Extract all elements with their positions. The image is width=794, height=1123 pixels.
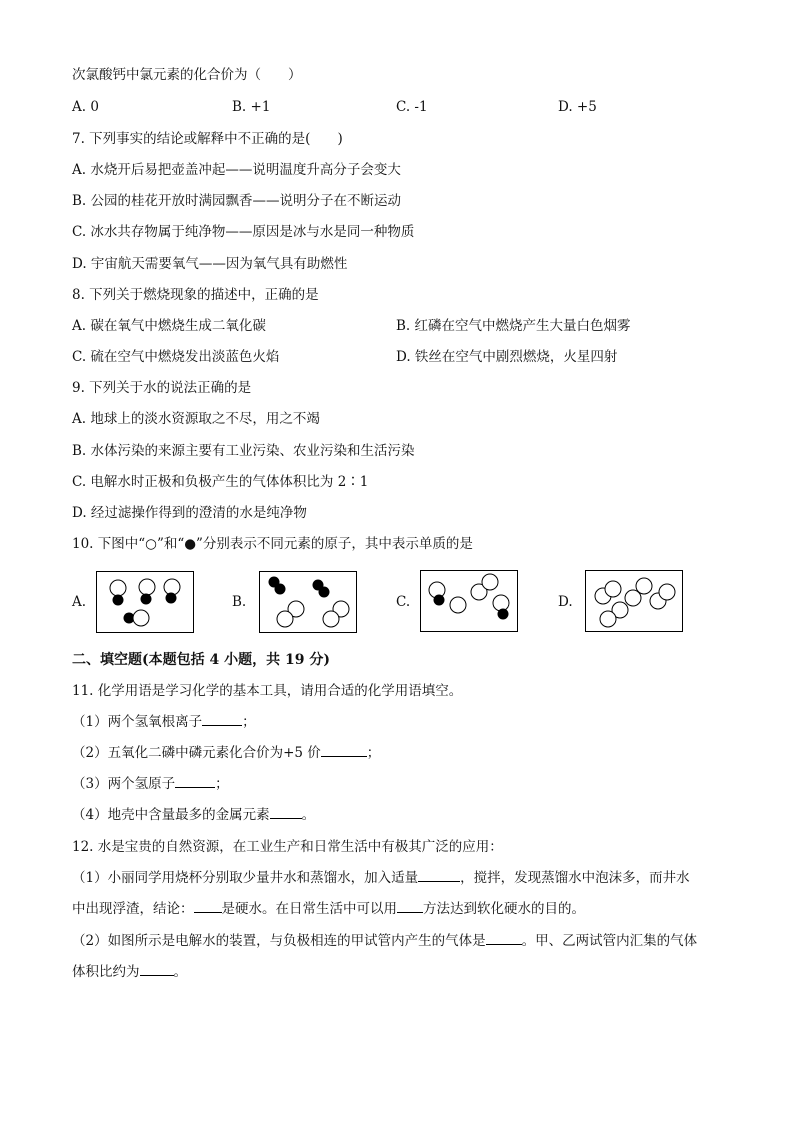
q12-part1-text-d: 是硬水。在日常生活中可以用: [221, 901, 397, 917]
atom-black: [319, 587, 330, 598]
answer-blank[interactable]: [140, 963, 174, 976]
atom-white: [277, 611, 293, 627]
q6-option-a: A. 0: [72, 99, 99, 115]
q12-part2-text-d: 。: [173, 964, 187, 980]
q11-item-1: [72, 713, 256, 731]
q8-option-d: D. 铁丝在空气中剧烈燃烧，火星四射: [396, 349, 618, 365]
answer-blank[interactable]: [175, 775, 215, 788]
q8-option-b: B. 红磷在空气中燃烧产生大量白色烟雾: [396, 318, 631, 334]
atom-white: [659, 584, 675, 600]
atom-black: [141, 594, 152, 605]
q12-part2-line1: [72, 932, 697, 950]
q11-item-4-suffix: 。: [301, 807, 316, 823]
section-2-title: 二、填空题(本题包括 4 小题，共 19 分): [72, 652, 330, 668]
atom-white: [110, 580, 126, 596]
atom-white: [636, 578, 652, 594]
q10-label-a: A.: [72, 594, 87, 610]
atom-black: [498, 609, 509, 620]
q6-option-d: D. +5: [558, 99, 597, 115]
q7-option-a: A. 水烧开后易把壶盖冲起——说明温度升高分子会变大: [72, 162, 401, 178]
q12-part1-line1: [72, 869, 690, 887]
q12-part2-text-c: 体积比约为: [72, 964, 140, 980]
answer-blank[interactable]: [270, 806, 302, 819]
diagram-d: [585, 570, 683, 632]
q11-item-4-text: （4）地壳中含量最多的金属元素: [72, 807, 270, 823]
diagram-b-svg: [260, 572, 358, 634]
q12-part2-line2: [72, 963, 187, 981]
answer-blank[interactable]: [418, 869, 460, 882]
atom-white: [323, 611, 339, 627]
diagram-c-svg: [421, 571, 519, 633]
q11-item-1-text: （1）两个氢氧根离子: [72, 714, 203, 730]
q11-item-2-suffix: ；: [366, 745, 381, 761]
q7-option-d: D. 宇宙航天需要氧气——因为氧气具有助燃性: [72, 256, 348, 272]
atom-black: [166, 593, 177, 604]
answer-blank[interactable]: [321, 744, 367, 757]
q9-option-a: A. 地球上的淡水资源取之不尽，用之不竭: [72, 411, 320, 427]
q11-item-4: [72, 806, 315, 824]
q10-label-d: D.: [558, 594, 573, 610]
q8-option-a: A. 碳在氧气中燃烧生成二氧化碳: [72, 318, 266, 334]
answer-blank[interactable]: [486, 932, 522, 945]
q7-option-b: B. 公园的桂花开放时满园飘香——说明分子在不断运动: [72, 193, 402, 209]
q7-stem: 7. 下列事实的结论或解释中不正确的是( ): [72, 131, 343, 147]
q10-label-b: B.: [232, 594, 247, 610]
atom-black: [434, 595, 445, 606]
atom-white: [482, 574, 498, 590]
q9-stem: 9. 下列关于水的说法正确的是: [72, 380, 252, 396]
atom-white: [450, 597, 466, 613]
diagram-c: [420, 570, 518, 632]
q11-item-3: [72, 775, 229, 793]
answer-blank[interactable]: [397, 900, 423, 913]
q9-option-d: D. 经过滤操作得到的澄清的水是纯净物: [72, 505, 307, 521]
q11-stem: 11. 化学用语是学习化学的基本工具，请用合适的化学用语填空。: [72, 683, 463, 699]
diagram-b: [259, 571, 357, 633]
atom-white: [133, 610, 149, 626]
q12-part1-text-c: 中出现浮渣，结论：: [72, 901, 194, 917]
q12-stem: 12. 水是宝贵的自然资源，在工业生产和日常生活中有极其广泛的应用：: [72, 839, 503, 855]
q6-option-b: B. +1: [232, 99, 271, 115]
atom-white: [139, 579, 155, 595]
q12-part2-text-b: 。甲、乙两试管内汇集的气体: [521, 933, 698, 949]
q11-item-3-suffix: ；: [215, 776, 229, 792]
q11-item-2: [72, 744, 380, 762]
q12-part1-text-a: （1）小丽同学用烧杯分别取少量井水和蒸馏水，加入适量: [72, 870, 419, 886]
q6-stem: 次氯酸钙中氯元素的化合价为（ ）: [72, 67, 302, 83]
atom-black: [275, 584, 286, 595]
atom-white: [600, 611, 616, 627]
atom-white: [493, 595, 509, 611]
q6-option-c: C. -1: [396, 99, 428, 115]
q11-item-2-text: （2）五氧化二磷中磷元素化合价为+5 价: [72, 745, 321, 761]
q12-part1-line2: [72, 900, 585, 918]
q9-option-c: C. 电解水时正极和负极产生的气体体积比为 2∶1: [72, 474, 369, 490]
q8-option-c: C. 硫在空气中燃烧发出淡蓝色火焰: [72, 349, 280, 365]
q10-label-c: C.: [396, 594, 411, 610]
q8-stem: 8. 下列关于燃烧现象的描述中，正确的是: [72, 287, 319, 303]
q12-part1-text-e: 方法达到软化硬水的目的。: [423, 901, 585, 917]
diagram-d-svg: [586, 571, 684, 633]
q9-option-b: B. 水体污染的来源主要有工业污染、农业污染和生活污染: [72, 443, 415, 459]
q12-part1-text-b: ，搅拌，发现蒸馏水中泡沫多，而井水: [460, 870, 690, 886]
q12-part2-text-a: （2）如图所示是电解水的装置，与负极相连的甲试管内产生的气体是: [72, 933, 486, 949]
diagram-a: [96, 571, 194, 633]
q11-item-1-suffix: ；: [242, 714, 256, 730]
diagram-a-svg: [97, 572, 195, 634]
atom-white: [605, 581, 621, 597]
answer-blank[interactable]: [194, 900, 222, 913]
q10-stem: 10. 下图中“○”和“●”分别表示不同元素的原子，其中表示单质的是: [72, 536, 473, 552]
q11-item-3-text: （3）两个氢原子: [72, 776, 176, 792]
atom-black: [113, 595, 124, 606]
q7-option-c: C. 冰水共存物属于纯净物——原因是冰与水是同一种物质: [72, 224, 415, 240]
answer-blank[interactable]: [202, 713, 242, 726]
